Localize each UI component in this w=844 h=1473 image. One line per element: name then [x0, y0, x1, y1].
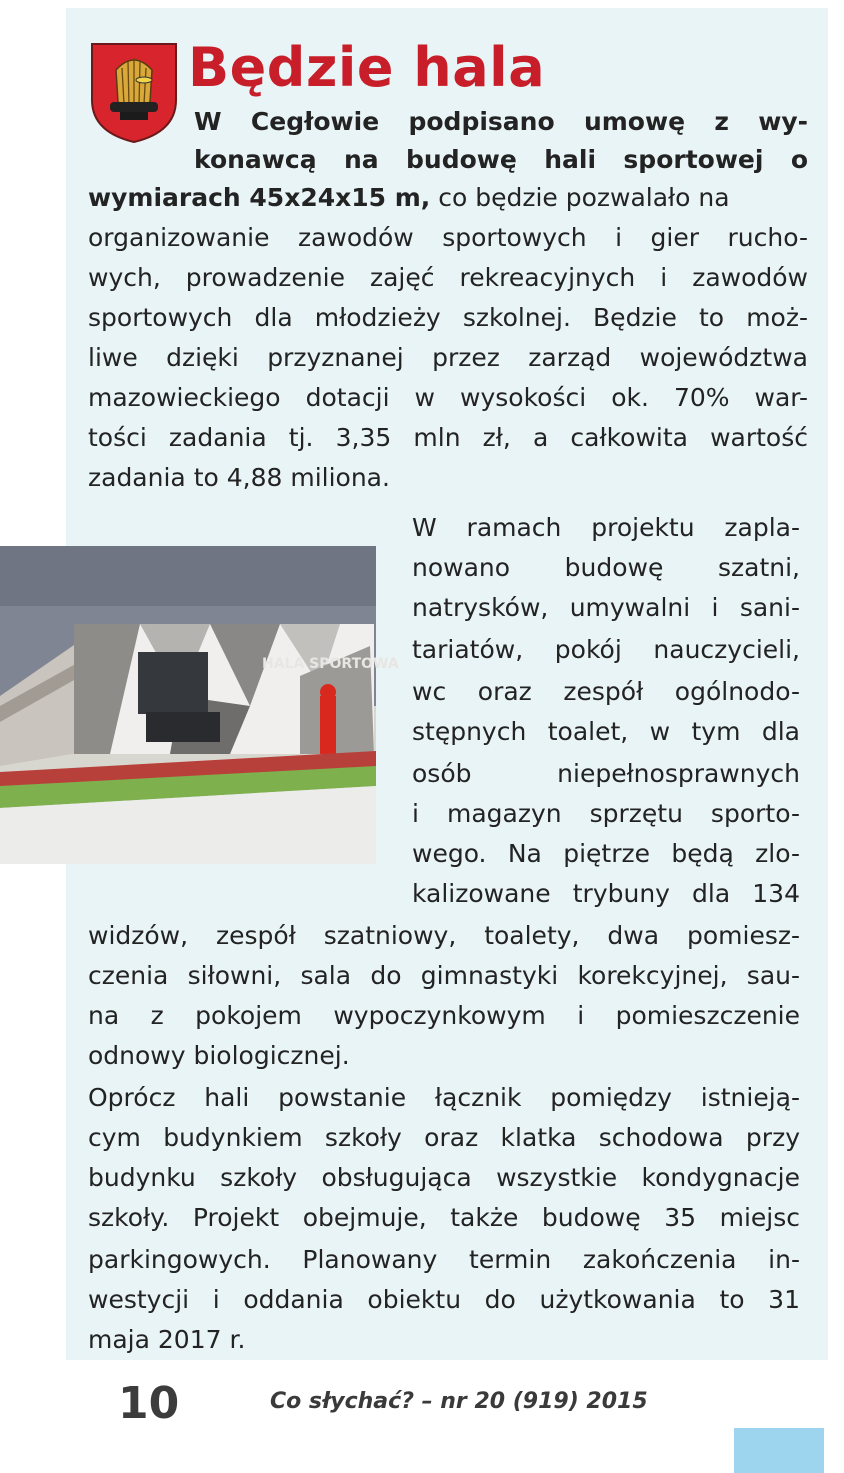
text-line: parkingowych. Planowany termin zakończenia in-	[88, 1245, 800, 1274]
text-line: na z pokojem wypoczynkowym i pomieszczenie	[88, 1001, 800, 1030]
text-line: cym budynkiem szkoły oraz klatka schodowa przy	[88, 1123, 800, 1152]
text-line: natrysków, umywalni i sani-	[412, 593, 800, 622]
text-line: osób niepełnosprawnych	[412, 759, 800, 788]
text-line: czenia siłowni, sala do gimnastyki korekcyjnej, sau-	[88, 961, 800, 990]
text-line: konawcą na budowę hali sportowej o	[194, 145, 808, 174]
text-line: Oprócz hali powstanie łącznik pomiędzy istnieją-	[88, 1083, 800, 1112]
publication-footer: Co słychać? – nr 20 (919) 2015	[270, 1389, 648, 1414]
text-line: wego. Na piętrze będą zlo-	[412, 839, 800, 868]
text-line: odnowy biologicznej.	[88, 1041, 350, 1070]
coat-of-arms-icon	[88, 40, 180, 144]
hall-sign-text: HALA SPORTOWA	[262, 656, 399, 672]
text-line: wc oraz zespół ogólnodo-	[412, 677, 800, 706]
text-line	[88, 180, 808, 216]
page-number: 10	[118, 1378, 180, 1429]
text-line: szkoły. Projekt obejmuje, także budowę 35 miejsc	[88, 1203, 800, 1232]
text-run: co będzie pozwalało na	[430, 183, 730, 212]
text-line: stępnych toalet, w tym dla	[412, 717, 800, 746]
text-line: liwe dzięki przyznanej przez zarząd województwa	[88, 343, 808, 372]
corner-color-block	[734, 1428, 824, 1473]
text-line: zadania to 4,88 miliona.	[88, 463, 390, 492]
text-line: sportowych dla młodzieży szkolnej. Będzie to moż-	[88, 303, 808, 332]
text-line: tości zadania tj. 3,35 mln zł, a całkowita wartość	[88, 423, 808, 452]
text-emphasis: wymiarach 45x24x15 m,	[88, 183, 431, 212]
text-line: i magazyn sprzętu sporto-	[412, 799, 800, 828]
text-line: organizowanie zawodów sportowych i gier rucho-	[88, 223, 808, 252]
text-line: maja 2017 r.	[88, 1325, 246, 1354]
text-line: westycji i oddania obiektu do użytkowania to 31	[88, 1285, 800, 1314]
text-line: widzów, zespół szatniowy, toalety, dwa pomiesz-	[88, 921, 800, 950]
text-line: tariatów, pokój nauczycieli,	[412, 635, 800, 664]
text-line: W Cegłowie podpisano umowę z wy-	[194, 107, 808, 136]
text-line: budynku szkoły obsługująca wszystkie kondygnacje	[88, 1163, 800, 1192]
text-line: wych, prowadzenie zajęć rekreacyjnych i zawodów	[88, 263, 808, 292]
text-line: W ramach projektu zapla-	[412, 513, 800, 542]
sports-hall-photo	[0, 546, 399, 864]
text-line: mazowieckiego dotacji w wysokości ok. 70% war-	[88, 383, 808, 412]
text-line: nowano budowę szatni,	[412, 553, 800, 582]
article-title: Będzie hala	[188, 36, 546, 99]
text-line: kalizowane trybuny dla 134	[412, 879, 800, 908]
